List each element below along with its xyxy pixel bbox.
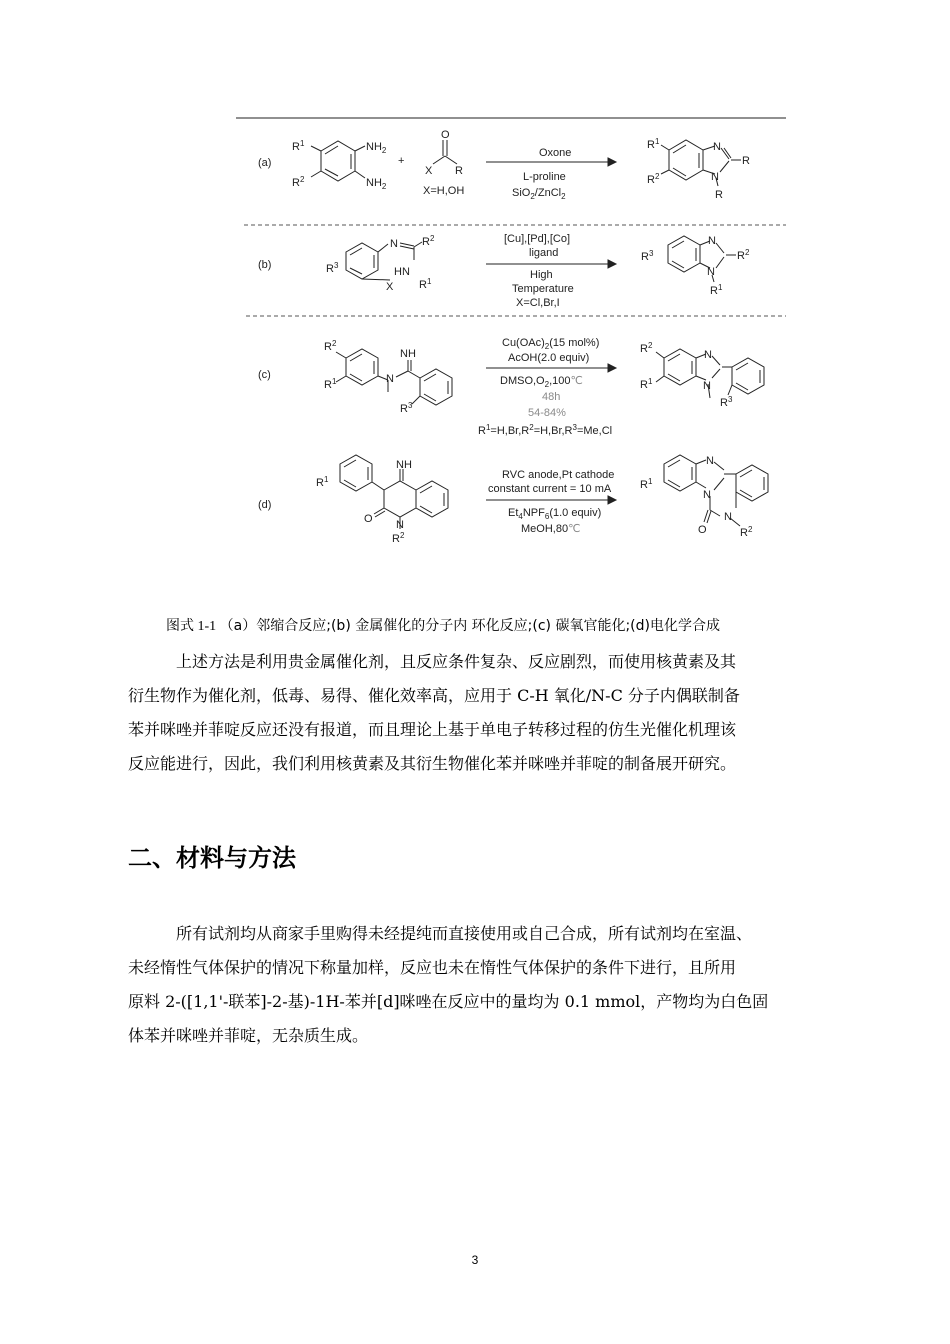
reaction-scheme-figure <box>236 112 788 582</box>
b-n-reactant: N <box>390 238 398 250</box>
figure-caption <box>166 615 866 635</box>
paragraph-line: 反应能进行，因此，我们利用核黄素及其衍生物催化苯并咪唑并菲啶的制备展开研究。 <box>128 754 737 773</box>
c-cond-below-2: 54-84% <box>528 407 566 419</box>
d-n1-product: N <box>706 455 714 467</box>
a-n2-product: N <box>711 171 719 183</box>
caption-number: 1-1 <box>194 619 220 634</box>
a-r-product: R <box>742 155 750 167</box>
b-r3-product: $R^3$ <box>641 249 654 263</box>
c-cond-above-1: AcOH(2.0 equiv) <box>508 352 590 364</box>
a-cond-above-0: Oxone <box>539 147 572 159</box>
c-r3-reactant: $R^3$ <box>400 401 413 415</box>
d-o-product: O <box>698 524 707 536</box>
d-nh-reactant: NH <box>396 459 412 471</box>
paragraph-line: 体苯并咪唑并菲啶，无杂质生成。 <box>128 1026 369 1045</box>
b-n1-product: N <box>708 235 716 247</box>
c-n1-product: N <box>704 349 712 361</box>
a-x: X <box>425 165 433 177</box>
ring-a-product <box>669 140 703 180</box>
a-cond-below-0: L-proline <box>523 171 566 183</box>
c-n2-product: N <box>703 380 711 392</box>
caption-prefix: 图式 <box>166 618 194 634</box>
c-r2-product: $R^2$ <box>640 341 653 355</box>
b-r2-product: $R^2$ <box>737 248 750 262</box>
a-cond-below-1: SiO$_2$/ZnCl$_2$ <box>512 187 566 201</box>
c-nh-reactant: NH <box>400 348 416 360</box>
c-cond-below-3: $R^1=H,Br,R^2=H,Br,R^3=Me,Cl$ <box>478 423 613 437</box>
paragraph-line: 衍生物作为催化剂，低毒、易得、催化效率高，应用于 C-H 氧化/N-C 分子内偶联制备 <box>128 686 740 705</box>
c-n-reactant: N <box>386 373 394 385</box>
d-r2-reactant: $R^2$ <box>392 531 405 545</box>
a-rn-product: R <box>715 189 723 201</box>
b-r3-reactant: $R^3$ <box>326 261 339 275</box>
a-o: O <box>441 129 450 141</box>
paragraph-line: 未经惰性气体保护的情况下称量加样，反应也未在惰性气体保护的条件下进行，且所用 <box>128 958 737 977</box>
d-o-reactant: O <box>364 513 373 525</box>
label-d: (d) <box>258 499 272 511</box>
ring-d-reactant-lactam <box>384 481 416 517</box>
b-cond-below-2: X=Cl,Br,I <box>516 297 560 309</box>
paragraph-line: 苯并咪唑并菲啶反应还没有报道，而且理论上基于单电子转移过程的仿生光催化机理该 <box>128 720 737 739</box>
b-cond-below-1: Temperature <box>512 283 574 295</box>
a-r2-reactant: $R^2$ <box>292 175 305 189</box>
b-cond-above-0: [Cu],[Pd],[Co] <box>504 233 571 245</box>
page-number: 3 <box>471 1253 479 1267</box>
section-heading: 二、材料与方法 <box>128 844 296 872</box>
a-nh2-bottom: $NH_2$ <box>366 177 387 191</box>
d-cond-above-0: RVC anode,Pt cathode <box>502 469 615 481</box>
a-r1-product: $R^1$ <box>647 137 660 151</box>
c-r1-reactant: $R^1$ <box>324 377 337 391</box>
b-cond-above-1: ligand <box>529 247 559 259</box>
reaction-scheme-svg <box>236 112 788 582</box>
a-note: X=H,OH <box>423 185 465 197</box>
d-cond-above-1: constant current = 10 mA <box>488 483 612 495</box>
b-cond-below-0: High <box>530 269 553 281</box>
paragraph-line: 原料 2-([1,1'-联苯]-2-基)-1H-苯并[d]咪唑在反应中的量均为 0.1 mmol，产物均为白色固 <box>128 992 769 1011</box>
b-r1-product: $R^1$ <box>710 283 723 297</box>
paragraph-methods <box>128 917 864 1053</box>
b-hn-reactant: HN <box>394 266 410 278</box>
a-n1-product: N <box>713 141 721 153</box>
b-r1-reactant: $R^1$ <box>419 277 432 291</box>
a-r: R <box>455 165 463 177</box>
label-a: (a) <box>258 157 272 169</box>
d-n3-product: N <box>724 511 732 523</box>
c-r2-reactant: $R^2$ <box>324 339 337 353</box>
a-nh2-top: $NH_2$ <box>366 141 387 155</box>
a-r2-product: $R^2$ <box>647 172 660 186</box>
paragraph-intro <box>128 645 864 781</box>
paragraph-line: 上述方法是利用贵金属催化剂，且反应条件复杂、反应剧烈，而使用核黄素及其 <box>176 652 737 671</box>
d-r1-product: $R^1$ <box>640 477 653 491</box>
c-r3-product: $R^3$ <box>720 395 733 409</box>
d-cond-below-1: MeOH,80℃ <box>521 523 581 535</box>
c-r1-product: $R^1$ <box>640 377 653 391</box>
d-n-reactant: N <box>396 519 404 531</box>
caption-text: （a）邻缩合反应;(b) 金属催化的分子内 环化反应;(c) 碳氧官能化;(d)电化学合成 <box>219 618 720 634</box>
d-r1-reactant: $R^1$ <box>316 475 329 489</box>
b-x-reactant: X <box>386 281 394 293</box>
b-r2-reactant: $R^2$ <box>422 234 435 248</box>
d-n2-product: N <box>703 489 711 501</box>
c-cond-below-0: $DMSO,O_2,100℃$ <box>500 375 583 389</box>
ring-a-reactant <box>321 141 355 181</box>
d-cond-below-0: $Et_4NPF_6(1.0$ equiv) <box>508 507 602 521</box>
b-n2-product: N <box>707 266 715 278</box>
a-plus: + <box>398 155 405 167</box>
label-b: (b) <box>258 259 272 271</box>
a-r1-reactant: $R^1$ <box>292 139 305 153</box>
c-cond-below-1: 48h <box>542 391 561 403</box>
c-cond-above-0: $Cu(OAc)_2(15$ mol%) <box>502 337 600 351</box>
paragraph-line: 所有试剂均从商家手里购得未经提纯而直接使用或自己合成，所有试剂均在室温、 <box>176 924 753 943</box>
label-c: (c) <box>258 369 271 381</box>
d-r2-product: $R^2$ <box>740 525 753 539</box>
